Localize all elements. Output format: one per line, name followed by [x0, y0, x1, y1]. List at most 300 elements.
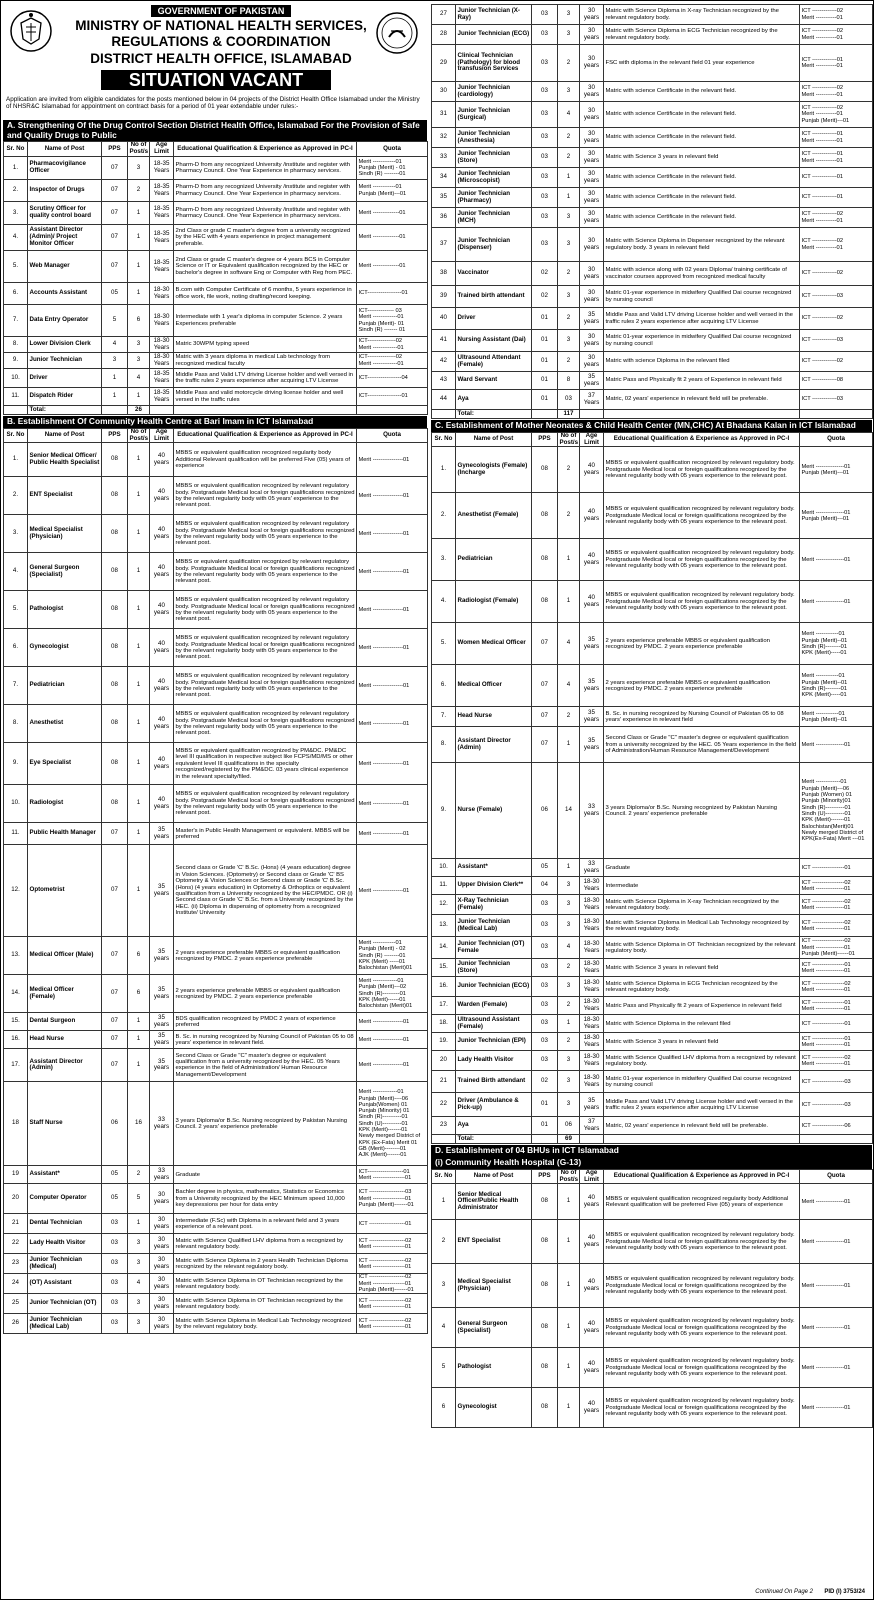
- table-row: [432, 168, 873, 188]
- sr-cell: 33: [432, 148, 456, 168]
- qualification-cell: Matric Pass and Physically fit 2 years of Experience in relevant field: [604, 997, 800, 1015]
- post-name-cell: Trained Birth attendant: [456, 1071, 532, 1093]
- post-name-cell: Eye Specialist: [28, 743, 102, 785]
- sr-cell: 5: [432, 1348, 456, 1388]
- quota-cell: Merit -------------01 Punjab (Merit)---02 Sindh (R)---------01 KPK (Merit)------01 Balochistan (Merit)01: [357, 975, 428, 1013]
- pps-cell: 1: [102, 388, 128, 406]
- pps-cell: 03: [532, 168, 558, 188]
- sr-cell: 4: [432, 1308, 456, 1348]
- table-row: [4, 705, 428, 743]
- sr-cell: 19.: [432, 1033, 456, 1051]
- post-name-cell: Junior Technician (ECG): [456, 25, 532, 45]
- qualification-cell: Intermediate (F.Sc) with Diploma in a relevant field and 3 years experience of a relevant post.: [174, 1214, 357, 1234]
- qualification-cell: MBBS or equivalent qualification recognized by relevant regulatory body. Postgraduate Medical local or foreign qualifications recognized by the relevant regularity body with 05 years experience to the relevant post.: [174, 629, 357, 667]
- quota-cell: ICT -------------------02 Merit -----------------01: [357, 1294, 428, 1314]
- age-limit-cell: 30 years: [580, 102, 604, 128]
- pps-cell: 07: [532, 665, 558, 707]
- posts-count-cell: 1: [558, 859, 580, 877]
- age-limit-cell: 35 years: [150, 975, 174, 1013]
- col-name: Name of Post: [28, 142, 102, 157]
- table-row: [432, 1051, 873, 1071]
- qualification-cell: Middle Pass and Valid LTV driving License holder and well versed in the traffic rules 2 years experience after acquiring LTV License: [604, 1093, 800, 1117]
- pps-cell: 08: [102, 553, 128, 591]
- quota-cell: Merit ----------------01: [357, 823, 428, 845]
- quota-cell: ICT -----------------01: [800, 859, 873, 877]
- post-name-cell: Assistant Director (Admin): [456, 727, 532, 763]
- posts-count-cell: 1: [128, 743, 150, 785]
- posts-count-cell: 1: [128, 515, 150, 553]
- quota-cell: ICT -------------02 Merit -----------01: [800, 5, 873, 25]
- post-name-cell: Junior Technician (Surgical): [456, 102, 532, 128]
- posts-count-cell: 3: [128, 1254, 150, 1274]
- qualification-cell: 2nd Class or grade C master's degree from a university recognized by the HEC with 4 years experience in project management preferable.: [174, 225, 357, 251]
- posts-count-cell: 2: [128, 1166, 150, 1184]
- pps-cell: 05: [532, 859, 558, 877]
- sr-cell: 15.: [432, 959, 456, 977]
- sr-cell: 23: [432, 1117, 456, 1135]
- table-row: [4, 353, 428, 369]
- table-row: [432, 390, 873, 410]
- age-limit-cell: 35 years: [580, 623, 604, 665]
- table-row: [432, 1264, 873, 1308]
- qualification-cell: B. Sc. in nursing recognized by Nursing Council of Pakistan 05 to 08 years' experience in relevant field: [604, 707, 800, 727]
- posts-count-cell: 14: [558, 763, 580, 859]
- sr-cell: 12.: [4, 845, 28, 937]
- posts-count-cell: 4: [558, 665, 580, 707]
- qualification-cell: Bachler degree in physics, mathematics, Statistics or Economics from a University recognized by the HEC Minimum speed 10,000 key depressions per hour for data entry: [174, 1184, 357, 1214]
- sr-cell: 3.: [4, 202, 28, 225]
- col-quota: Quota: [357, 142, 428, 157]
- post-name-cell: Women Medical Officer: [456, 623, 532, 665]
- quota-cell: Merit -------------01 Punjab (Merit)----06 Punjab(Women) 01 Punjab (Minority) 01 Sindh (R)----------01 Sindh (U)----------01 KPK (Merit)-------01 Newly merged District of KPK (Ex-Fata) Merit 01 GB (Merit)--------01 AJK (Merit)-------01: [357, 1082, 428, 1166]
- sr-cell: 40: [432, 308, 456, 330]
- pps-cell: 07: [102, 937, 128, 975]
- sr-cell: 10.: [4, 369, 28, 388]
- posts-count-cell: 3: [558, 877, 580, 895]
- qualification-cell: Matric 01-year experience in midwifery Qualified Dai course recognized by nursing council: [604, 330, 800, 352]
- qualification-cell: Second class or Grade 'C' B.Sc. (Hons) (4 years education) degree in Vision Sciences. (Optometry) or Second class or Grade 'C' BS Optometry & Vision Sciences or Second class or Grade 'C' B.Sc. (Hons) (4 years education) in Optometry & Orthoptics or equivalent qualification from a University recognized by the HEC/PMDC. OR (i) Second class or Grade 'C' B.Sc. from a University recognized by the HEC. (ii) Diploma in dispensing of optometry from a recognized Institute/ University: [174, 845, 357, 937]
- quota-cell: ICT -----------------02 Merit ---------------01: [800, 895, 873, 915]
- sr-cell: 10.: [4, 785, 28, 823]
- section-b-continued-table: [431, 4, 873, 419]
- posts-count-cell: 3: [128, 157, 150, 180]
- sr-cell: 2.: [4, 180, 28, 202]
- table-row: [4, 1294, 428, 1314]
- pps-cell: 07: [102, 157, 128, 180]
- pps-cell: 01: [532, 1117, 558, 1135]
- qualification-cell: Matric with Science Qualified LHV diploma from a recognized by relevant regulatory body.: [174, 1234, 357, 1254]
- government-emblem-icon: [9, 9, 53, 53]
- post-name-cell: Ultrasound Assistant (Female): [456, 1015, 532, 1033]
- posts-count-cell: 1: [558, 1015, 580, 1033]
- qualification-cell: Matric Pass and Physically fit 2 years of Experience in relevant field: [604, 372, 800, 390]
- sr-cell: 13.: [432, 915, 456, 937]
- qualification-cell: Intermediate: [604, 877, 800, 895]
- sr-cell: 25: [4, 1294, 28, 1314]
- col-quota: Quota: [800, 1169, 873, 1184]
- pps-cell: 03: [102, 1314, 128, 1334]
- quota-cell: ICT -------------------02 Merit -----------------01: [357, 1314, 428, 1334]
- quota-cell: Merit -------------01 Punjab (Merit)---06 Punjab (Women) 01 Punjab (Minority)01 Sindh (R)----------01 Sindh (U)----------01 KPK (Merit)-------01 Balochistan(Merit)01 Newly merged District of KPK(Ex-Fata) Merit ---01: [800, 763, 873, 859]
- qualification-cell: Matric 30WPM typing speed: [174, 337, 357, 353]
- pps-cell: 08: [532, 539, 558, 581]
- col-name: Name of Post: [28, 428, 102, 443]
- qualification-cell: Matric with science Certificate in the relevant field.: [604, 102, 800, 128]
- age-limit-cell: 18-30 Years: [580, 937, 604, 959]
- table-row: [432, 977, 873, 997]
- age-limit-cell: 18-30 Years: [580, 997, 604, 1015]
- post-name-cell: Radiologist: [28, 785, 102, 823]
- qualification-cell: Matric with Science Qualified LHV diploma from a recognized by relevant regulatory body.: [604, 1051, 800, 1071]
- sr-cell: 34: [432, 168, 456, 188]
- post-name-cell: Pediatrician: [28, 667, 102, 705]
- posts-count-cell: 1: [128, 477, 150, 515]
- quota-cell: ICT -------------02: [800, 308, 873, 330]
- quota-cell: Merit ---------------01: [800, 1184, 873, 1220]
- pps-cell: 01: [532, 308, 558, 330]
- post-name-cell: Medical Officer (Male): [28, 937, 102, 975]
- col-edu: Educational Qualification & Experience as Approved in PC-I: [174, 428, 357, 443]
- post-name-cell: Nursing Assistant (Dai): [456, 330, 532, 352]
- col-quota: Quota: [800, 432, 873, 447]
- pps-cell: 01: [532, 390, 558, 410]
- pid-label: PID (I) 3753/24: [824, 1588, 865, 1595]
- quota-cell: ICT -----------------03: [800, 1071, 873, 1093]
- quota-cell: ICT---------------02 Merit -------------01: [357, 353, 428, 369]
- pps-cell: 05: [102, 283, 128, 305]
- table-row: [4, 845, 428, 937]
- sr-cell: 8.: [432, 727, 456, 763]
- post-name-cell: Ward Servant: [456, 372, 532, 390]
- sr-cell: 4.: [432, 581, 456, 623]
- age-limit-cell: 40 years: [150, 553, 174, 591]
- post-name-cell: Gynecologist: [28, 629, 102, 667]
- right-column: [431, 4, 872, 1428]
- qualification-cell: Matric with Science Diploma in ECG Technician recognized by the relevant regulatory body.: [604, 25, 800, 45]
- section-d-table: [431, 1169, 873, 1429]
- table-row: [4, 975, 428, 1013]
- post-name-cell: Gynecologists (Female) (Incharge: [456, 447, 532, 493]
- pps-cell: 03: [532, 45, 558, 82]
- pps-cell: 03: [532, 148, 558, 168]
- posts-count-cell: 1: [128, 1214, 150, 1234]
- post-name-cell: Driver: [28, 369, 102, 388]
- section-b-title: B. Establishment Of Community Health Centre at Bari Imam in ICT Islamabad: [3, 416, 427, 428]
- col-age: Age Limit: [150, 142, 174, 157]
- pps-cell: 01: [532, 372, 558, 390]
- qualification-cell: MBBS or equivalent qualification recognized by relevant regulatory body. Postgraduate Medical local or foreign qualifications recognized by the relevant regularity body with 05 years experience to the relevant post.: [174, 667, 357, 705]
- pps-cell: 02: [532, 286, 558, 308]
- table-row: [4, 305, 428, 337]
- age-limit-cell: 18-35 Years: [150, 251, 174, 283]
- age-limit-cell: 30 years: [150, 1184, 174, 1214]
- posts-count-cell: 1: [558, 727, 580, 763]
- age-limit-cell: 18-30 Years: [580, 877, 604, 895]
- table-row: [4, 1214, 428, 1234]
- age-limit-cell: 40 years: [580, 1308, 604, 1348]
- pps-cell: 01: [532, 1093, 558, 1117]
- table-row: [4, 369, 428, 388]
- age-limit-cell: 35 years: [580, 665, 604, 707]
- post-name-cell: Medical Specialist (Physician): [456, 1264, 532, 1308]
- post-name-cell: Junior Technician (OT) Female: [456, 937, 532, 959]
- qualification-cell: Matric with Science 3 years in relevant field: [604, 148, 800, 168]
- col-no: No of Post/s: [559, 432, 579, 446]
- sr-cell: 35: [432, 188, 456, 208]
- qualification-cell: MBBS or equivalent qualification recognized by PM&DC. PM&DC level III qualification in respective subject like FCPS/MD/MS or other equivalent level III qualifications in the specialty recognized/registered by the PM&DC. 03 years clinical experience in the relevant specialty/filed.: [174, 743, 357, 785]
- qualification-cell: Middle Pass and valid motorcycle driving license holder and well versed in the traffic rules: [174, 388, 357, 406]
- post-name-cell: Dental Technician: [28, 1214, 102, 1234]
- table-row: [4, 1082, 428, 1166]
- age-limit-cell: 18-30 Years: [580, 959, 604, 977]
- government-label: GOVERNMENT OF PAKISTAN: [151, 5, 291, 17]
- post-name-cell: Ultrasound Attendant (Female): [456, 352, 532, 372]
- post-name-cell: Assistant Director (Admin)/ Project Monitor Officer: [28, 225, 102, 251]
- pps-cell: 03: [102, 1294, 128, 1314]
- pps-cell: 08: [102, 667, 128, 705]
- post-name-cell: Pathologist: [456, 1348, 532, 1388]
- quota-cell: ICT-------------- 03 Merit -------------01 Punjab (Merit)- 01 Sindh (R) ------- 01: [357, 305, 428, 337]
- quota-cell: Merit --------------01: [357, 251, 428, 283]
- posts-count-cell: 3: [558, 1071, 580, 1093]
- intro-text: Application are invited from eligible candidates for the posts mentioned below in 04 projects of the District Health Office Islamabad under the Ministry of NHSR&C Islamabad for appointment on contract basis for a period of 01 year extendable under rules:-: [6, 96, 420, 111]
- pps-cell: 02: [532, 1071, 558, 1093]
- table-row: [432, 623, 873, 665]
- quota-cell: ICT-------------------01 Merit -----------------01: [357, 1166, 428, 1184]
- sr-cell: 17.: [4, 1049, 28, 1082]
- pps-cell: 03: [532, 228, 558, 262]
- total-label: Total:: [456, 1135, 532, 1144]
- posts-count-cell: 3: [558, 82, 580, 102]
- quota-cell: Merit ----------------01: [357, 629, 428, 667]
- col-sr: Sr. No: [4, 142, 28, 157]
- sr-cell: 39: [432, 286, 456, 308]
- age-limit-cell: 35 years: [150, 823, 174, 845]
- col-edu: Educational Qualification & Experience as Approved in PC-I: [604, 432, 800, 447]
- col-age: Age Limit: [150, 428, 174, 443]
- post-name-cell: ENT Specialist: [28, 477, 102, 515]
- post-name-cell: Head Nurse: [28, 1031, 102, 1049]
- qualification-cell: Matric 01-year experience in midwifery Qualified Dai course recognized by nursing council: [604, 286, 800, 308]
- qualification-cell: Matric with science Certificate in the relevant field.: [604, 208, 800, 228]
- quota-cell: Merit ------------01 Punjab (Merit)--01: [800, 707, 873, 727]
- table-row: [432, 1093, 873, 1117]
- age-limit-cell: 40 years: [580, 539, 604, 581]
- qualification-cell: Matric with Science Diploma in 2 years Health Technician Diploma recognized by the relevant regulatory body.: [174, 1254, 357, 1274]
- posts-count-cell: 3: [128, 1234, 150, 1254]
- pps-cell: 07: [102, 225, 128, 251]
- quota-cell: ICT -------------03: [800, 390, 873, 410]
- sr-cell: 17.: [432, 997, 456, 1015]
- qualification-cell: MBBS or equivalent qualification recognized regularity body Additional Relevant qualification will be preferred Five (05) years of experience: [174, 443, 357, 477]
- table-row: [432, 228, 873, 262]
- post-name-cell: Pathologist: [28, 591, 102, 629]
- qualification-cell: Matric with Science 3 years in relevant field: [604, 959, 800, 977]
- post-name-cell: Computer Operator: [28, 1184, 102, 1214]
- quota-cell: Merit ----------------01: [357, 743, 428, 785]
- quota-cell: Merit ------------01 Punjab (Merit)--01 Sindh (R)--------01 KPK (Merit)-----01: [800, 623, 873, 665]
- section-b-table: [3, 428, 428, 1335]
- age-limit-cell: 40 years: [150, 629, 174, 667]
- post-name-cell: Dental Surgeon: [28, 1013, 102, 1031]
- qualification-cell: Matric with Science Diploma in the relevant filed: [604, 1015, 800, 1033]
- table-row: [4, 337, 428, 353]
- table-row: [432, 997, 873, 1015]
- quota-cell: ICT -------------02 Merit -----------01: [800, 25, 873, 45]
- qualification-cell: Pharm-D from any recognized University /institute and register with Pharmacy Council. One Year Experience in pharmacy services.: [174, 202, 357, 225]
- age-limit-cell: 30 years: [150, 1294, 174, 1314]
- sr-cell: 7.: [432, 707, 456, 727]
- table-row: [4, 629, 428, 667]
- posts-count-cell: 3: [128, 353, 150, 369]
- age-limit-cell: 30 years: [580, 286, 604, 308]
- pps-cell: 02: [532, 262, 558, 286]
- quota-cell: Merit ---------------01: [800, 1348, 873, 1388]
- pps-cell: 08: [102, 705, 128, 743]
- qualification-cell: MBBS or equivalent qualification recognized by relevant regulatory body. Postgraduate Medical local or foreign qualifications recognized by the relevant regularity body with 05 years experience to the relevant post.: [604, 1348, 800, 1388]
- quota-cell: ICT -------------02 Merit -----------01: [800, 208, 873, 228]
- age-limit-cell: 40 years: [150, 515, 174, 553]
- sr-cell: 27: [432, 5, 456, 25]
- post-name-cell: General Surgeon (Specialist): [456, 1308, 532, 1348]
- sr-cell: 38: [432, 262, 456, 286]
- sr-cell: 4.: [4, 553, 28, 591]
- posts-count-cell: 2: [558, 707, 580, 727]
- age-limit-cell: 35 years: [150, 1013, 174, 1031]
- pps-cell: 07: [102, 823, 128, 845]
- posts-count-cell: 4: [558, 102, 580, 128]
- table-row: [432, 895, 873, 915]
- table-row: [4, 1031, 428, 1049]
- qualification-cell: Pharm-D from any recognized University /institute and register with Pharmacy Council. One Year Experience in pharmacy services.: [174, 157, 357, 180]
- table-row: [432, 286, 873, 308]
- age-limit-cell: 33 years: [150, 1166, 174, 1184]
- age-limit-cell: 40 years: [580, 581, 604, 623]
- quota-cell: Merit ----------------01: [357, 1013, 428, 1031]
- col-sr: Sr. No: [4, 428, 28, 443]
- table-row: [432, 148, 873, 168]
- qualification-cell: FSC with diploma in the relevant field 01 year experience: [604, 45, 800, 82]
- sr-cell: 20: [4, 1184, 28, 1214]
- age-limit-cell: 30 years: [580, 128, 604, 148]
- quota-cell: Merit ----------------01: [357, 1031, 428, 1049]
- table-row: [432, 308, 873, 330]
- pps-cell: 06: [532, 763, 558, 859]
- sr-cell: 37: [432, 228, 456, 262]
- age-limit-cell: 18-35 Years: [150, 180, 174, 202]
- table-row: [4, 1013, 428, 1031]
- post-name-cell: Driver (Ambulance & Pick-up): [456, 1093, 532, 1117]
- pps-cell: 07: [102, 1049, 128, 1082]
- quota-cell: ICT -----------------06: [800, 1117, 873, 1135]
- table-row: [432, 727, 873, 763]
- post-name-cell: Trained birth attendant: [456, 286, 532, 308]
- posts-count-cell: 2: [558, 352, 580, 372]
- qualification-cell: MBBS or equivalent qualification recognized by relevant regulatory body. Postgraduate Medical local or foreign qualifications recognized by the relevant regularity body with 05 years experience to the relevant post.: [174, 515, 357, 553]
- pps-cell: 08: [102, 515, 128, 553]
- posts-count-cell: 3: [128, 337, 150, 353]
- posts-count-cell: 1: [128, 202, 150, 225]
- col-no: No of Post/s: [559, 1169, 579, 1183]
- continued-note: Continued On Page 2: [755, 1588, 813, 1595]
- qualification-cell: Matric with 3 years diploma in medical Lab technology from recognized medical faculty: [174, 353, 357, 369]
- col-sr: Sr. No: [432, 1169, 456, 1184]
- quota-cell: ICT -----------------02 Merit ---------------01 Punjab (Merit)------01: [800, 937, 873, 959]
- table-row: [432, 493, 873, 539]
- post-name-cell: Senior Medical Officer/Public Health Administrator: [456, 1184, 532, 1220]
- age-limit-cell: 40 years: [580, 1348, 604, 1388]
- age-limit-cell: 40 years: [580, 447, 604, 493]
- sr-cell: 41: [432, 330, 456, 352]
- age-limit-cell: 35 years: [580, 1093, 604, 1117]
- qualification-cell: B. Sc. in nursing recognized by Nursing Council of Pakistan 05 to 08 years' experience in relevant field.: [174, 1031, 357, 1049]
- qualification-cell: MBBS or equivalent qualification recognized by relevant regulatory body. Postgraduate Medical local or foreign qualifications recognized by the relevant regularity body with 05 years experience to the relevant post.: [604, 493, 800, 539]
- posts-count-cell: 2: [558, 447, 580, 493]
- sr-cell: 15.: [4, 1013, 28, 1031]
- sr-cell: 43: [432, 372, 456, 390]
- age-limit-cell: 18-35 Years: [150, 369, 174, 388]
- post-name-cell: Optometrist: [28, 845, 102, 937]
- pps-cell: 01: [532, 352, 558, 372]
- sr-cell: 42: [432, 352, 456, 372]
- qualification-cell: MBBS or equivalent qualification recognized by relevant regulatory body. Postgraduate Medical local or foreign qualifications recognized by the relevant regularity body with 05 years experience to the relevant post.: [174, 785, 357, 823]
- table-row: [4, 515, 428, 553]
- post-name-cell: Nurse (Female): [456, 763, 532, 859]
- posts-count-cell: 3: [558, 286, 580, 308]
- post-name-cell: Junior Technician (Anesthesia): [456, 128, 532, 148]
- sr-cell: 11.: [4, 823, 28, 845]
- qualification-cell: Second Class or Grade "C" master's degree or equivalent qualification from a university recognized by the HEC. 05 Years experience in the field of Administration/Human Resource Management/Development: [604, 727, 800, 763]
- age-limit-cell: 18-35 Years: [150, 202, 174, 225]
- sr-cell: 11.: [4, 388, 28, 406]
- post-name-cell: Lady Health Visitor: [456, 1051, 532, 1071]
- quota-cell: ICT -----------------03: [800, 1093, 873, 1117]
- qualification-cell: MBBS or equivalent qualification recognized by relevant regulatory body. Postgraduate Medical local or foreign qualifications recognized by the relevant regularity body with 05 years experience to the relevant post.: [604, 1308, 800, 1348]
- pps-cell: 03: [102, 1214, 128, 1234]
- pps-cell: 03: [532, 208, 558, 228]
- post-name-cell: Aya: [456, 1117, 532, 1135]
- quota-cell: Merit ------------01 Punjab (Merit)--01 Sindh (R)--------01 KPK (Merit)-----01: [800, 665, 873, 707]
- quota-cell: ICT -------------02 Merit -----------01 Punjab (Merit)---01: [800, 102, 873, 128]
- posts-count-cell: 2: [558, 959, 580, 977]
- age-limit-cell: 37 Years: [580, 1117, 604, 1135]
- table-row: [4, 823, 428, 845]
- posts-count-cell: 4: [128, 369, 150, 388]
- posts-count-cell: 3: [558, 330, 580, 352]
- post-name-cell: Lower Division Clerk: [28, 337, 102, 353]
- quota-cell: Merit ----------------01: [357, 705, 428, 743]
- page-title: SITUATION VACANT: [101, 70, 331, 90]
- quota-cell: ICT -------------02: [800, 262, 873, 286]
- table-row: [4, 1234, 428, 1254]
- quota-cell: Merit ---------------01: [800, 1264, 873, 1308]
- sr-cell: 26: [4, 1314, 28, 1334]
- sr-cell: 14.: [4, 975, 28, 1013]
- quota-cell: Merit ----------------01: [357, 477, 428, 515]
- post-name-cell: Vaccinator: [456, 262, 532, 286]
- post-name-cell: Anesthetist (Female): [456, 493, 532, 539]
- sr-cell: 24: [4, 1274, 28, 1294]
- post-name-cell: Pediatrician: [456, 539, 532, 581]
- col-edu: Educational Qualification & Experience as Approved in PC-I: [174, 142, 357, 157]
- qualification-cell: Middle Pass and Valid LTV driving License holder and well versed in the traffic rules 2 years experience after acquiring LTV License: [174, 369, 357, 388]
- post-name-cell: Driver: [456, 308, 532, 330]
- qualification-cell: 2 years experience preferable MBBS or equivalent qualification recognized by PMDC. 2 years experience preferable: [174, 937, 357, 975]
- sr-cell: 2: [432, 1220, 456, 1264]
- sr-cell: 16.: [4, 1031, 28, 1049]
- posts-count-cell: 5: [128, 1184, 150, 1214]
- age-limit-cell: 18-35 Years: [150, 157, 174, 180]
